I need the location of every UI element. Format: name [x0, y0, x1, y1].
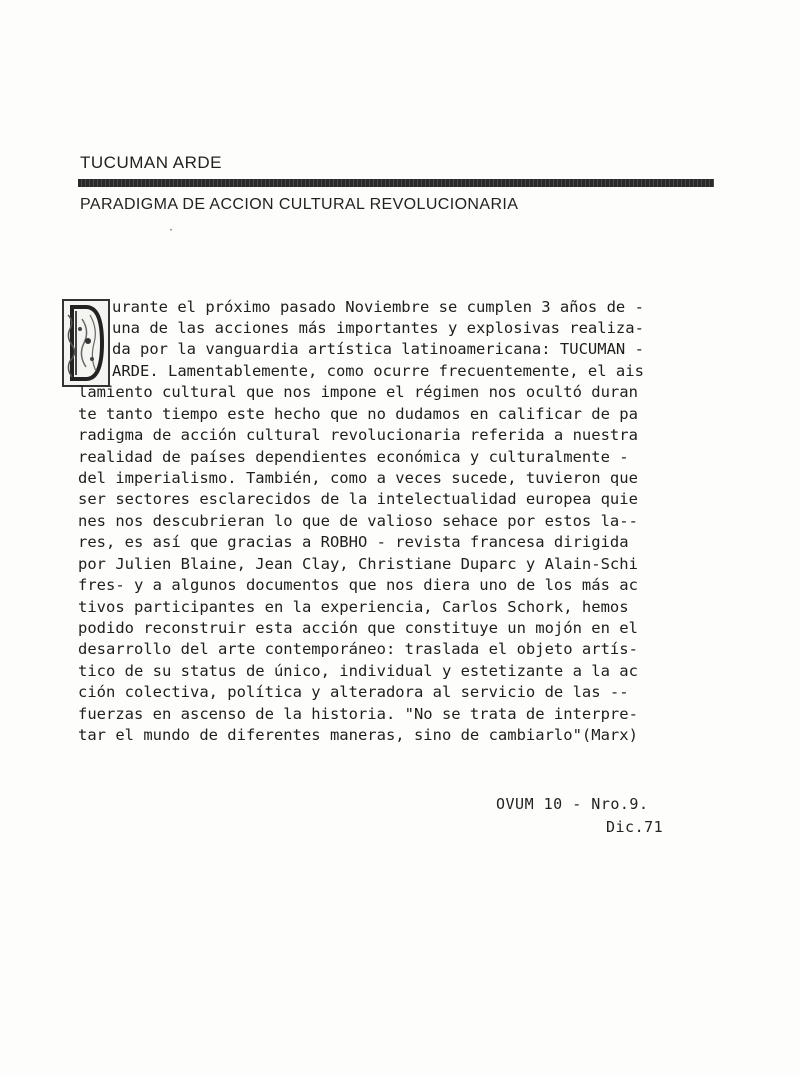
- body-line: fres- y a algunos documentos que nos diera uno de los más ac: [78, 576, 638, 594]
- body-line: podido reconstruir esta acción que constituye un mojón en el: [78, 619, 638, 637]
- decorative-drop-cap-d: [62, 299, 110, 387]
- body-line: urante el próximo pasado Noviembre se cumplen 3 años de -: [112, 298, 644, 316]
- body-line: realidad de países dependientes económica y culturalmente -: [78, 448, 629, 466]
- body-line: lamiento cultural que nos impone el régimen nos ocultó duran: [78, 383, 638, 401]
- source-citation: OVUM 10 - Nro.9.: [496, 795, 649, 813]
- body-line: por Julien Blaine, Jean Clay, Christiane Duparc y Alain-Schi: [78, 555, 638, 573]
- body-line: fuerzas en ascenso de la historia. "No se trata de interpre-: [78, 705, 638, 723]
- header-title: TUCUMAN ARDE: [80, 153, 223, 172]
- body-line: tico de su status de único, individual y estetizante a la ac: [78, 662, 638, 680]
- body-line: del imperialismo. También, como a veces sucede, tuvieron que: [78, 469, 638, 487]
- body-line: tar el mundo de diferentes maneras, sino de cambiarlo"(Marx): [78, 726, 638, 744]
- body-line: te tanto tiempo este hecho que no dudamos en calificar de pa: [78, 405, 638, 423]
- body-line: da por la vanguardia artística latinoamericana: TUCUMAN -: [112, 340, 644, 358]
- body-line: ARDE. Lamentablemente, como ocurre frecuentemente, el ais: [112, 362, 644, 380]
- publication-date: Dic.71: [606, 818, 664, 836]
- body-line: nes nos descubrieran lo que de valioso sehace por estos la--: [78, 512, 638, 530]
- body-line: desarrollo del arte contemporáneo: traslada el objeto artís-: [78, 640, 638, 658]
- article-subtitle: PARADIGMA DE ACCION CULTURAL REVOLUCIONARIA: [80, 196, 519, 213]
- header-rule: [78, 179, 714, 187]
- body-line: radigma de acción cultural revolucionaria referida a nuestra: [78, 426, 638, 444]
- body-line: tivos participantes en la experiencia, Carlos Schork, hemos: [78, 598, 629, 616]
- body-line: una de las acciones más importantes y explosivas realiza-: [112, 319, 644, 337]
- body-line: ción colectiva, política y alteradora al servicio de las --: [78, 683, 629, 701]
- body-line: ser sectores esclarecidos de la intelectualidad europea quie: [78, 490, 638, 508]
- stray-mark: ·: [168, 225, 175, 236]
- body-line: res, es así que gracias a ROBHO - revista francesa dirigida: [78, 533, 629, 551]
